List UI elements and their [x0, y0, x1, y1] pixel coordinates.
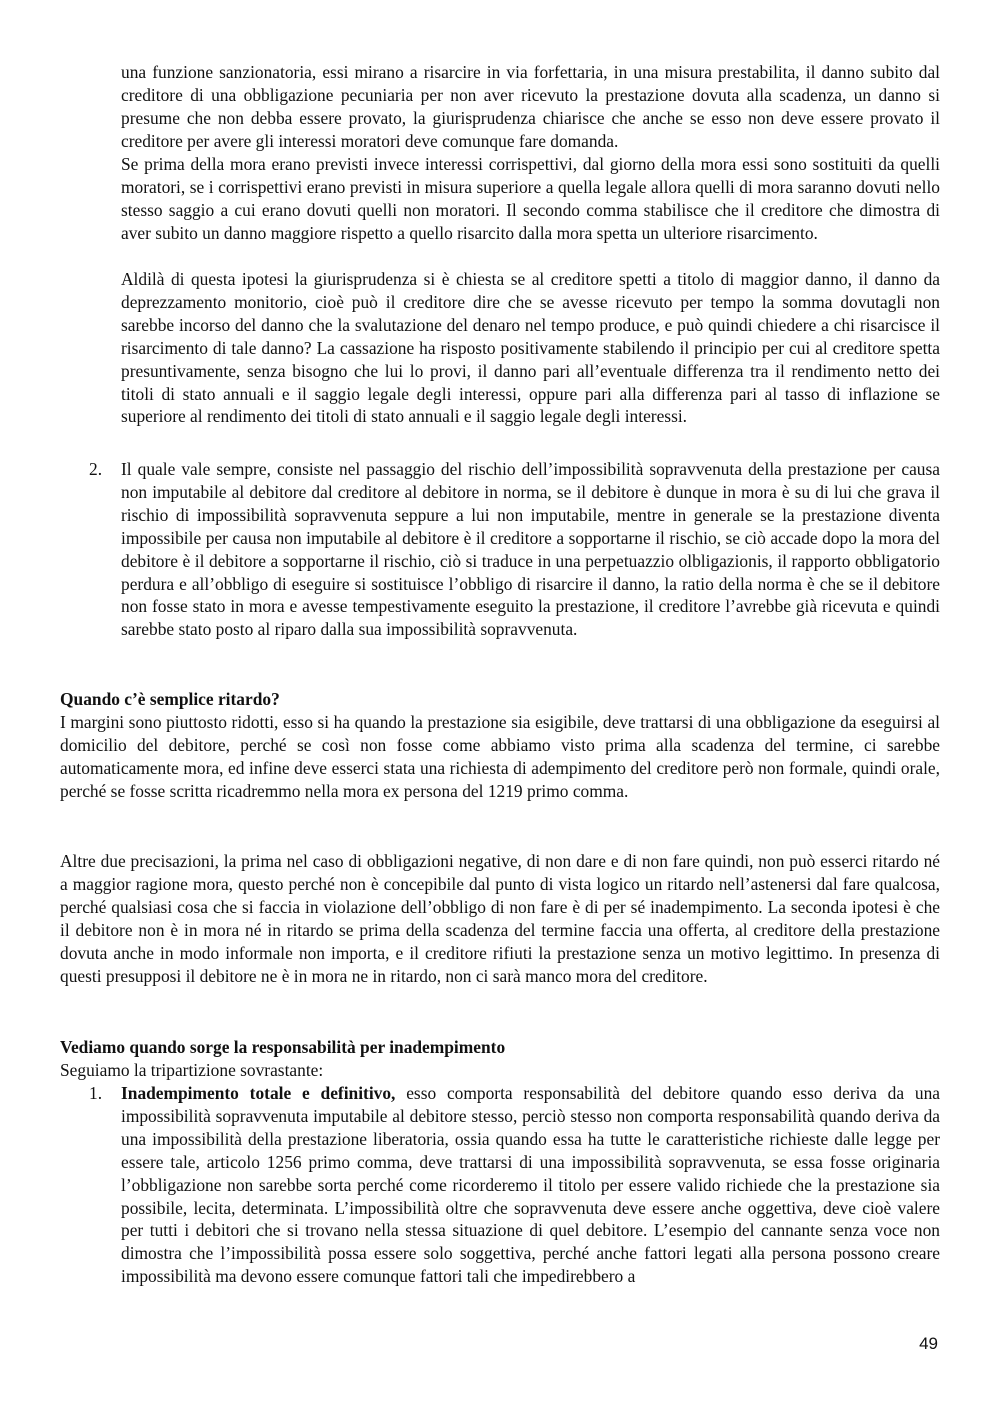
- paragraph-ritardo: I margini sono piuttosto ridotti, esso si ha quando la prestazione sia esigibile, deve trattarsi di una obbligazione da eseguirsi al domicilio del debitore, perché se così non fosse come abbiamo visto prima alla scadenza del termine, ci sarebbe automaticamente mora, ed infine deve esserci stata una richiesta di adempimento del creditore però non formale, quindi orale, perché se fosse scritta ricadremmo nella mora ex persona del 1219 primo comma.: [60, 712, 940, 801]
- paragraph-tripartizione: Seguiamo la tripartizione sovrastante:: [60, 1060, 324, 1080]
- list-number: 2.: [89, 459, 103, 479]
- list-number: 1.: [89, 1083, 103, 1103]
- list-item-text: esso comporta responsabilità del debitore quando esso deriva da una impossibilità sopravvenuta imputabile al debitore stesso, perciò stesso non comporta responsabilità quando deriva da una impossibilità della prestazione liberatoria, ossia quando essa ha tutte le caratteristiche richieste dalle legge per essere tale, articolo 1256 primo comma, deve trattarsi di una impossibilità sopravvenuta, se essa fosse originaria l’obbligazione non sarebbe sorta perché come ricorderemo il titolo per essere valido richiede che la prestazione sia possibile, lecita, determinata. L’impossibilità oltre che sopravvenuta deve essere anche oggettiva, deve cioè valere per tutti i debitori che si trovano nella stessa situazione di quel debitore. L’esempio del cannante senza voce non dimostra che l’impossibilità possa essere solo soggettiva, perché anche fattori legati alla persona possono creare impossibilità ma devono essere comunque fattori tali che impedirebbero a: [121, 1083, 940, 1287]
- paragraph-precisazioni: Altre due precisazioni, la prima nel caso di obbligazioni negative, di non dare e di non fare quindi, non può esserci ritardo né a maggior ragione mora, questo perché non è concepibile dal punto di vista logico un ritardo nell’astenersi dal fare qualcosa, perché qualsiasi cosa che si faccia in violazione dell’obbligo di non fare è di per sé inadempimento. La seconda ipotesi è che il debitore non è in mora né in ritardo se prima della scadenza del termine faccia una offerta, al creditore della prestazione dovuta anche in modo informale non importa, e il creditore rifiuti la prestazione senza un motivo legittimo. In presenza di questi presupposi il debitore ne è in mora ne in ritardo, non ci sarà manco mora del creditore.: [60, 851, 940, 986]
- section-heading-ritardo: Quando c’è semplice ritardo?: [60, 689, 280, 709]
- section-heading-responsabilita: Vediamo quando sorge la responsabilità per inadempimento: [60, 1037, 506, 1057]
- paragraph-interessi-moratori: una funzione sanzionatoria, essi mirano a risarcire in via forfettaria, in una misura prestabilita, il danno subito dal creditore di una obbligazione pecuniaria per non aver ricevuto la prestazione dovuta alla scadenza, un danno si presume che non debba essere provato, la giurisprudenza chiarisce che anche se esso non deve essere provato il creditore per avere gli interessi moratori deve comunque fare domanda.: [121, 62, 940, 151]
- page-number: 49: [919, 1334, 938, 1353]
- paragraph-deprezzamento-monetario: Aldilà di questa ipotesi la giurisprudenza si è chiesta se al creditore spetti a titolo di maggior danno, il danno da deprezzamento monitorio, cioè può il creditore dire che se avesse ricevuto per tempo la somma dovutagli non sarebbe incorso del danno che la svalutazione del denaro nel tempo produce, e può quindi chiedere a chi risarcisce il risarcimento di tale danno? La cassazione ha risposto positivamente stabilendo il principio per cui al creditore spetta presuntivamente, senza bisogno che lui lo provi, il danno pari all’eventuale differenza tra il rendimento netto dei titoli di stato annuali e il saggio legale degli interessi, oppure pari alla differenza pari al tasso di inflazione se superiore al rendimento dei titoli di stato annuali e il saggio legale degli interessi.: [121, 269, 940, 427]
- list-item-rischio-impossibilita: Il quale vale sempre, consiste nel passaggio del rischio dell’impossibilità sopravvenuta della prestazione per causa non imputabile al debitore dal creditore al debitore in norma, se il debitore è dunque in mora è su di lui che grava il rischio di impossibilità sopravvenuta seppure a lui non imputabile, mentre in generale se la prestazione diventa impossibile per causa non imputabile al debitore è il creditore a sopportarne il rischio, se ciò accade dopo la mora del debitore è il debitore a sopportarne il rischio, ciò si traduce in una perpetuazzio olbligazionis, il rapporto obbligatorio perdura e all’obbligo di eseguire si sostituisce l’obbligo di risarcire il danno, la ratio della norma è che se il debitore non fosse stato in mora e avesse tempestivamente eseguito la prestazione, il creditore l’avrebbe già ricevuta e quindi sarebbe stato posto al riparo dalla sua impossibilità sopravvenuta.: [121, 459, 940, 640]
- term-inadempimento-totale: Inadempimento totale e definitivo,: [121, 1083, 396, 1103]
- paragraph-interessi-corrispettivi: Se prima della mora erano previsti invece interessi corrispettivi, dal giorno della mora essi sono sostituiti da quelli moratori, se i corrispettivi erano previsti in misura superiore a quella legale allora quelli di mora saranno dovuti nello stesso saggio a cui erano dovuti quelli non moratori. Il secondo comma stabilisce che il creditore che dimostra di aver subito un danno maggiore rispetto a quello risarcito dalla mora spetta un ulteriore risarcimento.: [121, 154, 940, 243]
- list-item-inadempimento-totale: [121, 1082, 940, 1288]
